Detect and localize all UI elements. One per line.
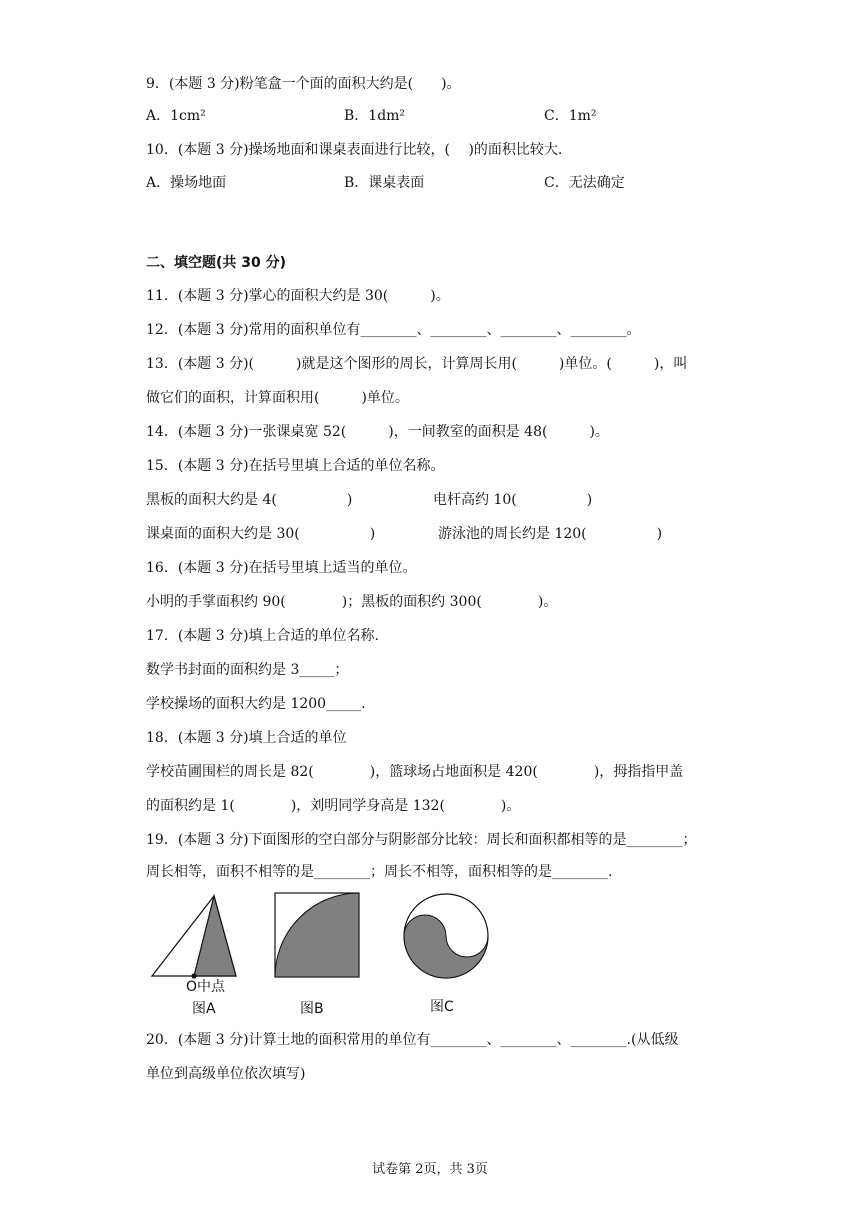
q10-option-c: C．无法确定	[544, 175, 625, 191]
figure-c-caption: 图C	[430, 999, 454, 1015]
q9-option-a: A．1cm²	[146, 108, 206, 124]
q12: 12．(本题 3 分)常用的面积单位有________、________、________、________。	[146, 322, 641, 338]
q9-stem: 9．(本题 3 分)粉笔盒一个面的面积大约是( )。	[146, 76, 461, 92]
figure-c	[402, 892, 490, 980]
figure-b	[274, 892, 360, 978]
figure-a	[148, 892, 240, 980]
q17-stem: 17．(本题 3 分)填上合适的单位名称.	[146, 628, 379, 644]
q10-option-a: A．操场地面	[146, 175, 227, 191]
figure-b-caption: 图B	[300, 1001, 324, 1017]
q17-line1: 数学书封面的面积约是 3_____；	[146, 662, 349, 678]
q18-line1: 学校苗圃围栏的周长是 82( )，篮球场占地面积是 420( )，拇指指甲盖	[146, 764, 684, 780]
q10-option-b: B．课桌表面	[344, 175, 425, 191]
q9-option-c: C．1m²	[544, 108, 597, 124]
q16-stem: 16．(本题 3 分)在括号里填上适当的单位。	[146, 560, 417, 576]
q20-line2: 单位到高级单位依次填写)	[146, 1066, 306, 1082]
q17-line2: 学校操场的面积大约是 1200_____.	[146, 696, 366, 712]
q13-line2: 做它们的面积，计算面积用( )单位。	[146, 390, 409, 406]
q16-line1: 小明的手掌面积约 90( )；黑板的面积约 300( )。	[146, 594, 558, 610]
q20-line1: 20．(本题 3 分)计算土地的面积常用的单位有________、________、________.(从低级	[146, 1032, 679, 1048]
q10-stem: 10．(本题 3 分)操场地面和课桌表面进行比较，( )的面积比较大.	[146, 142, 563, 158]
q15-row1-left: 黑板的面积大约是 4( )	[146, 492, 353, 508]
q19-line1: 19．(本题 3 分)下面图形的空白部分与阴影部分比较：周长和面积都相等的是________；	[146, 832, 697, 848]
q19-line2: 周长相等，面积不相等的是________；周长不相等，面积相等的是________.	[146, 864, 613, 880]
q9-option-b: B．1dm²	[344, 108, 406, 124]
q11: 11．(本题 3 分)掌心的面积大约是 30( )。	[146, 288, 450, 304]
q18-stem: 18．(本题 3 分)填上合适的单位	[146, 730, 347, 746]
q15-row2-right: 游泳池的周长约是 120( )	[438, 526, 663, 542]
q15-row2-left: 课桌面的面积大约是 30( )	[146, 526, 376, 542]
q15-row1-right: 电杆高约 10( )	[433, 492, 593, 508]
figure-a-caption: 图A	[192, 1001, 216, 1017]
figure-a-point-label: O中点	[186, 979, 226, 995]
page-footer: 试卷第 2页，共 3页	[372, 1162, 488, 1177]
q14: 14．(本题 3 分)一张课桌宽 52( )，一间教室的面积是 48( )。	[146, 424, 609, 440]
q13-line1: 13．(本题 3 分)( )就是这个图形的周长，计算周长用( )单位。( )，叫	[146, 356, 688, 372]
q18-line2: 的面积约是 1( )，刘明同学身高是 132( )。	[146, 798, 521, 814]
q15-stem: 15．(本题 3 分)在括号里填上合适的单位名称。	[146, 458, 445, 474]
section-title: 二、填空题(共 30 分)	[146, 255, 287, 271]
